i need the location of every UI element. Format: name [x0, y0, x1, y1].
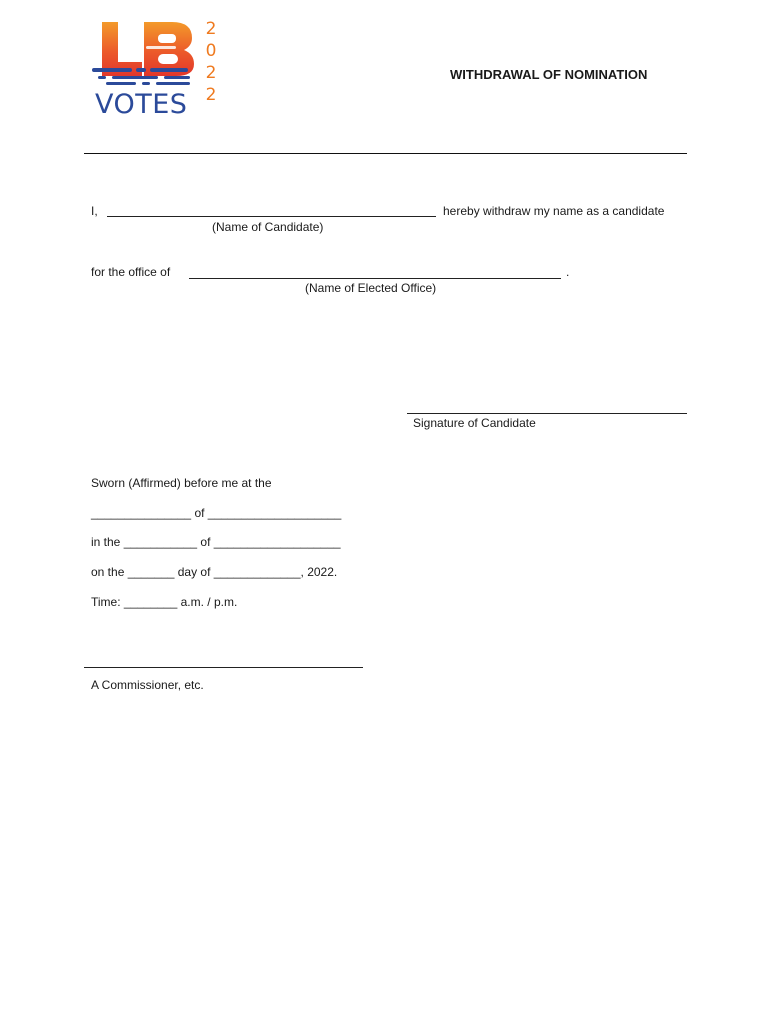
lb-votes-2022-logo	[88, 18, 228, 128]
logo-year-digit: 2	[205, 19, 217, 39]
line1-prefix: I,	[91, 204, 98, 218]
sworn-text: Sworn (Affirmed) before me at the	[91, 476, 272, 490]
elected-office-field[interactable]	[189, 278, 561, 279]
sworn-jurisdiction-line: in the ___________ of ___________________	[91, 535, 341, 549]
logo-year-digit: 0	[205, 41, 217, 61]
line2-suffix: .	[566, 265, 570, 279]
commissioner-caption: A Commissioner, etc.	[91, 678, 204, 692]
logo-year-digit: 2	[205, 63, 217, 83]
signature-line[interactable]	[407, 413, 687, 414]
sworn-date-line: on the _______ day of _____________, 2022.	[91, 565, 338, 579]
sworn-location-line: _______________ of ____________________	[91, 506, 342, 520]
logo-votes-text: VOTES	[95, 89, 188, 120]
signature-caption: Signature of Candidate	[413, 416, 536, 430]
line2-prefix: for the office of	[91, 265, 171, 279]
lb-logo-mark	[88, 18, 200, 92]
candidate-name-caption: (Name of Candidate)	[212, 220, 324, 234]
sworn-time-line: Time: ________ a.m. / p.m.	[91, 595, 238, 609]
document-title: WITHDRAWAL OF NOMINATION	[450, 67, 648, 82]
line1-suffix: hereby withdraw my name as a candidate	[443, 204, 665, 218]
elected-office-caption: (Name of Elected Office)	[305, 281, 437, 295]
header-divider	[84, 153, 687, 154]
candidate-name-field[interactable]	[107, 216, 436, 217]
logo-year	[202, 18, 220, 106]
logo-year-digit: 2	[205, 85, 217, 105]
commissioner-signature-line[interactable]	[84, 667, 363, 668]
